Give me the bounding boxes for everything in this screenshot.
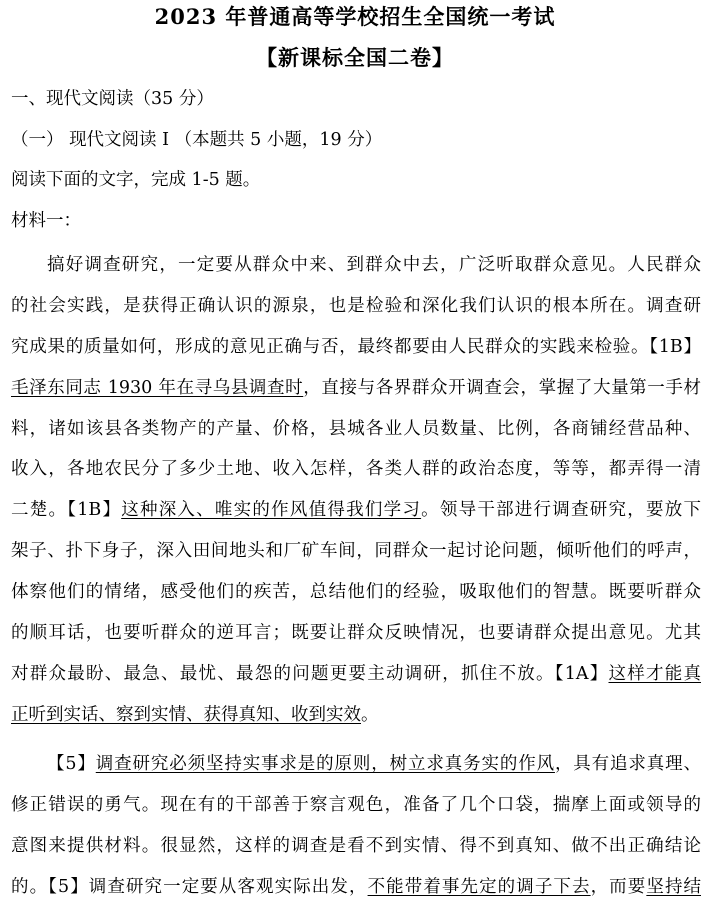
text-span: 二楚。【1B】 xyxy=(11,500,122,521)
paragraph-line xyxy=(11,449,701,490)
material-paragraph-2 xyxy=(11,744,701,908)
material-label: 材料一： xyxy=(11,211,81,231)
text-span: 搞好调查研究，一定要从群众中来、到群众中去，广泛听取群众意见。人民群众 xyxy=(47,255,701,275)
text-span: 架子、扑下身子，深入田间地头和厂矿车间，同群众一起讨论问题，倾听他们的呼声， xyxy=(11,541,701,562)
exam-title: 2023 年普通高等学校招生全国统一考试 xyxy=(154,4,556,29)
text-span: 的。【5】调查研究一定要从客观实际出发， xyxy=(11,876,368,897)
underlined-text: 这种深入、唯实的作风值得我们学习 xyxy=(121,500,422,521)
paragraph-line xyxy=(11,613,701,654)
paragraph-line xyxy=(11,695,701,736)
paragraph-line xyxy=(11,245,701,286)
underlined-text: 正听到实话、察到实情、获得真知、收到实效 xyxy=(11,704,361,725)
underlined-text: 这样才能真 xyxy=(608,663,701,684)
text-span: 对群众最盼、最急、最忧、最怨的问题更要主动调研，抓住不放。【1A】 xyxy=(11,663,609,684)
text-span: ，具有追求真理、 xyxy=(554,754,701,774)
underlined-text: 坚持结 xyxy=(646,876,701,897)
paragraph-line xyxy=(11,744,701,785)
text-span: 收入，各地农民分了多少土地、收入怎样，各类人群的政治态度，等等，都弄得一清 xyxy=(11,459,701,480)
paragraph-line xyxy=(11,531,701,572)
text-span: 料，诸如该县各类物产的产量、价格，县城各业人员数量、比例，各商铺经营品种、 xyxy=(11,418,701,439)
paragraph-line xyxy=(11,867,701,908)
text-span: 【5】 xyxy=(47,754,96,774)
text-span: 的顺耳话，也要听群众的逆耳言；既要让群众反映情况，也要请群众提出意见。尤其 xyxy=(11,623,701,644)
paragraph-line xyxy=(11,490,701,531)
sub-section-heading: （一） 现代文阅读 I （本题共 5 小题，19 分） xyxy=(11,130,383,150)
section-heading: 一、现代文阅读（35 分） xyxy=(11,89,214,109)
text-span: 体察他们的情绪，感受他们的疾苦，总结他们的经验，吸取他们的智慧。既要听群众 xyxy=(11,582,701,603)
material-paragraph-1 xyxy=(11,245,701,736)
paragraph-line xyxy=(11,572,701,613)
paragraph-line xyxy=(11,826,701,867)
text-span: 修正错误的勇气。现在有的干部善于察言观色，准备了几个口袋，揣摩上面或领导的 xyxy=(11,794,701,815)
text-span: 。 xyxy=(361,704,379,725)
paragraph-line xyxy=(11,286,701,327)
text-span: 的社会实践，是获得正确认识的源泉，也是检验和深化我们认识的根本所在。调查研 xyxy=(11,295,701,316)
exam-subtitle: 【新课标全国二卷】 xyxy=(256,45,454,70)
paragraph-line xyxy=(11,327,701,368)
underlined-text: 毛泽东同志 1930 年在寻乌县调查时 xyxy=(11,377,304,398)
text-span: 。领导干部进行调查研究，要放下 xyxy=(421,500,701,521)
text-span: 意图来提供材料。很显然，这样的调查是看不到实情、得不到真知、做不出正确结论 xyxy=(11,835,701,856)
paragraph-line xyxy=(11,785,701,826)
paragraph-line xyxy=(11,409,701,450)
paragraph-line xyxy=(11,368,701,409)
text-span: 究成果的质量如何，形成的意见正确与否，最终都要由人民群众的实践来检验。【1B】 xyxy=(11,336,701,357)
underlined-text: 不能带着事先定的调子下去 xyxy=(367,876,591,897)
text-span: ，而要 xyxy=(590,876,647,897)
paragraph-line xyxy=(11,654,701,695)
text-span: ，直接与各界群众开调查会，掌握了大量第一手材 xyxy=(303,377,701,398)
instruction-text: 阅读下面的文字，完成 1-5 题。 xyxy=(11,170,261,190)
underlined-text: 调查研究必须坚持实事求是的原则，树立求真务实的作风 xyxy=(95,754,555,774)
